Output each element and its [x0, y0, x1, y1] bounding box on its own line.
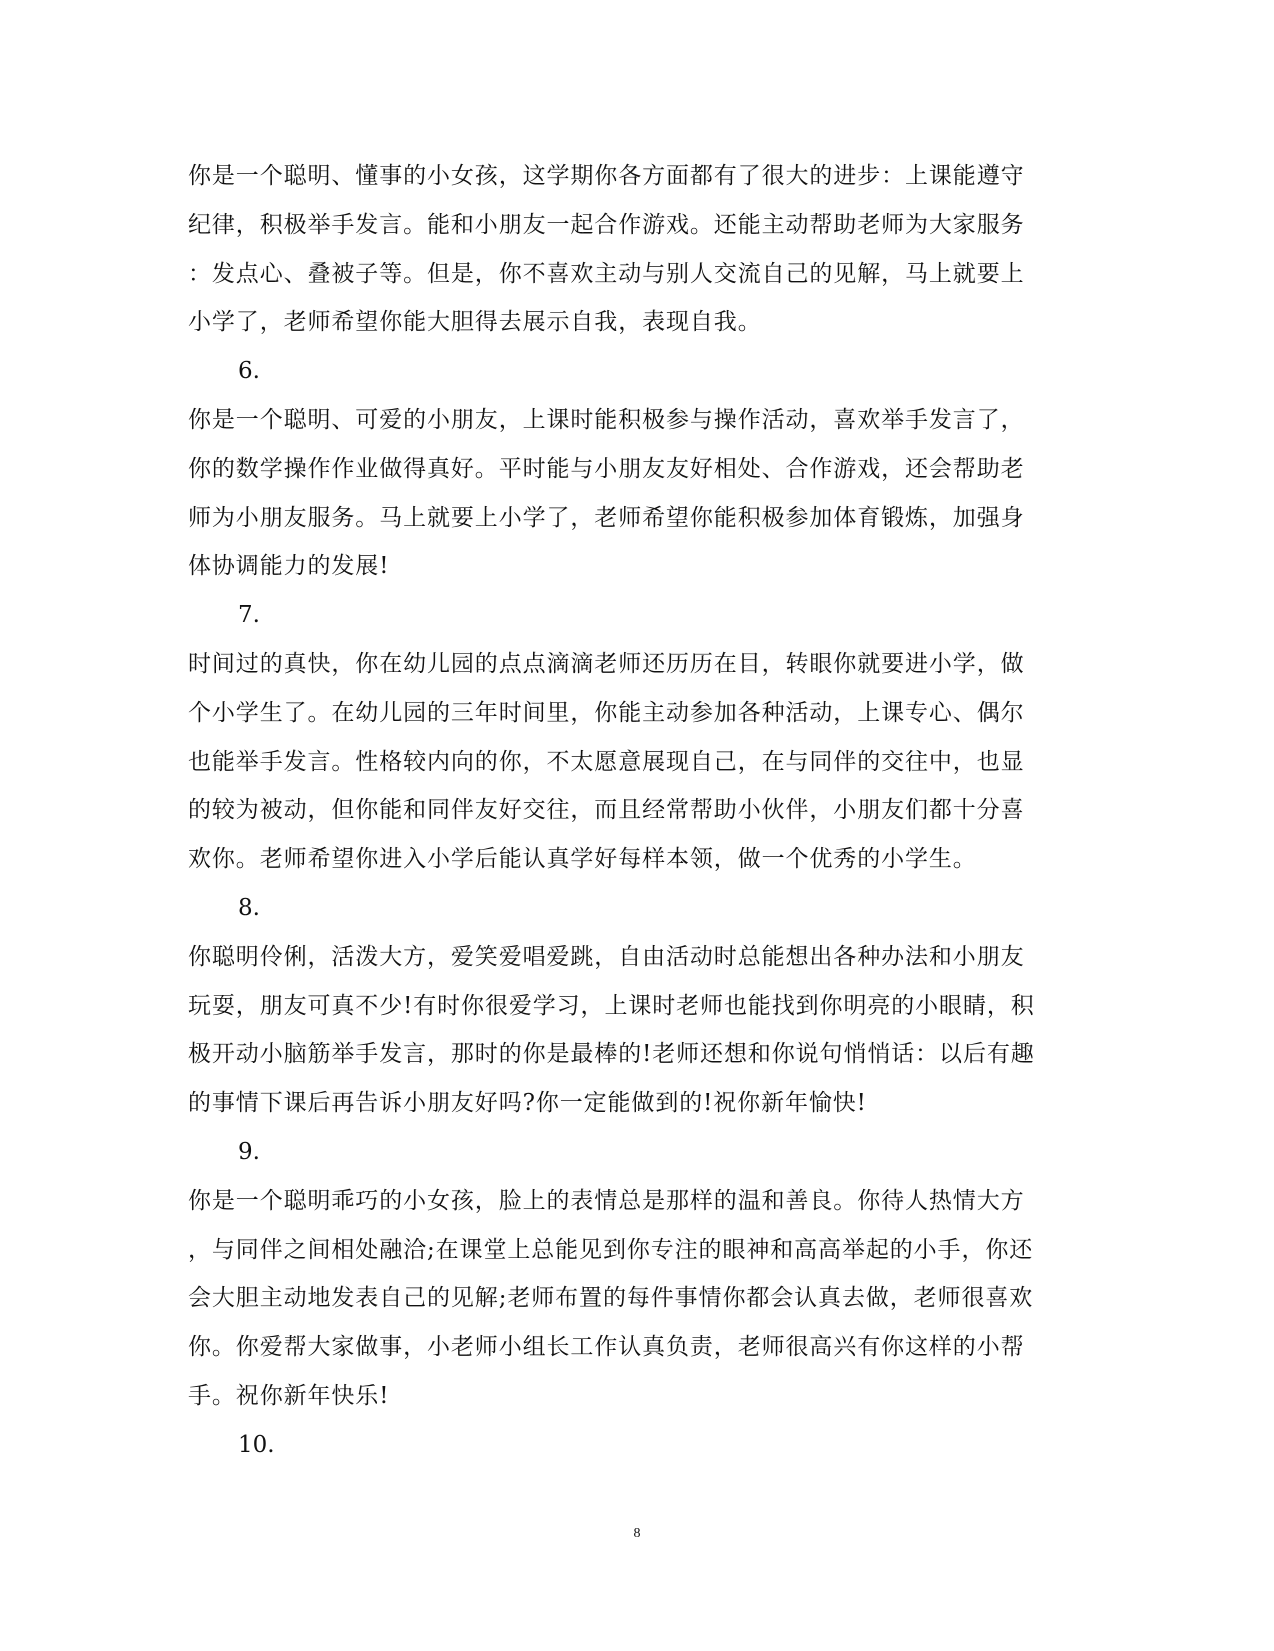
- document-body: [188, 152, 1088, 1470]
- item-number: 9.: [238, 1138, 260, 1165]
- page-number: 8: [633, 1526, 641, 1541]
- paragraph-line: ：发点心、叠被子等。但是，你不喜欢主动与别人交流自己的见解，马上就要上: [188, 260, 1025, 287]
- paragraph-line: 的事情下课后再告诉小朋友好吗?你一定能做到的!祝你新年愉快!: [188, 1090, 867, 1117]
- paragraph-line: 小学了，老师希望你能大胆得去展示自我，表现自我。: [188, 309, 762, 336]
- paragraph-line: 的较为被动，但你能和同伴友好交往，而且经常帮助小伙伴，小朋友们都十分喜: [188, 797, 1025, 824]
- paragraph-line: 你是一个聪明乖巧的小女孩，脸上的表情总是那样的温和善良。你待人热情大方: [188, 1187, 1025, 1214]
- paragraph-line: 欢你。老师希望你进入小学后能认真学好每样本领，做一个优秀的小学生。: [188, 846, 977, 873]
- paragraph-line: 你。你爱帮大家做事，小老师小组长工作认真负责，老师很高兴有你这样的小帮: [188, 1334, 1025, 1361]
- paragraph-line: 极开动小脑筋举手发言，那时的你是最棒的!老师还想和你说句悄悄话：以后有趣: [188, 1041, 1035, 1068]
- paragraph-line: 玩耍，朋友可真不少!有时你很爱学习，上课时老师也能找到你明亮的小眼睛，积: [188, 992, 1035, 1019]
- item-number: 8.: [238, 894, 260, 921]
- paragraph-line: 你的数学操作作业做得真好。平时能与小朋友友好相处、合作游戏，还会帮助老: [188, 455, 1025, 482]
- item-number: 10.: [238, 1431, 275, 1458]
- paragraph-line: 手。祝你新年快乐!: [188, 1382, 390, 1409]
- paragraph-line: 个小学生了。在幼儿园的三年时间里，你能主动参加各种活动，上课专心、偶尔: [188, 699, 1025, 726]
- item-number: 6.: [238, 358, 260, 385]
- paragraph-line: 纪律，积极举手发言。能和小朋友一起合作游戏。还能主动帮助老师为大家服务: [188, 211, 1025, 238]
- paragraph-line: 师为小朋友服务。马上就要上小学了，老师希望你能积极参加体育锻炼，加强身: [188, 504, 1025, 531]
- paragraph-line: 会大胆主动地发表自己的见解;老师布置的每件事情你都会认真去做，老师很喜欢: [188, 1285, 1034, 1312]
- item-number: 7.: [238, 602, 260, 629]
- paragraph-line: 时间过的真快，你在幼儿园的点点滴滴老师还历历在目，转眼你就要进小学，做: [188, 650, 1025, 677]
- paragraph-line: ，与同伴之间相处融洽;在课堂上总能见到你专注的眼神和高高举起的小手，你还: [188, 1236, 1034, 1263]
- paragraph-line: 你聪明伶俐，活泼大方，爱笑爱唱爱跳，自由活动时总能想出各种办法和小朋友: [188, 943, 1025, 970]
- paragraph-line: 你是一个聪明、懂事的小女孩，这学期你各方面都有了很大的进步：上课能遵守: [188, 163, 1025, 189]
- paragraph-line: 体协调能力的发展!: [188, 553, 390, 580]
- paragraph-line: 你是一个聪明、可爱的小朋友，上课时能积极参与操作活动，喜欢举手发言了，: [188, 406, 1025, 433]
- paragraph-line: 也能举手发言。性格较内向的你，不太愿意展现自己，在与同伴的交往中，也显: [188, 748, 1025, 775]
